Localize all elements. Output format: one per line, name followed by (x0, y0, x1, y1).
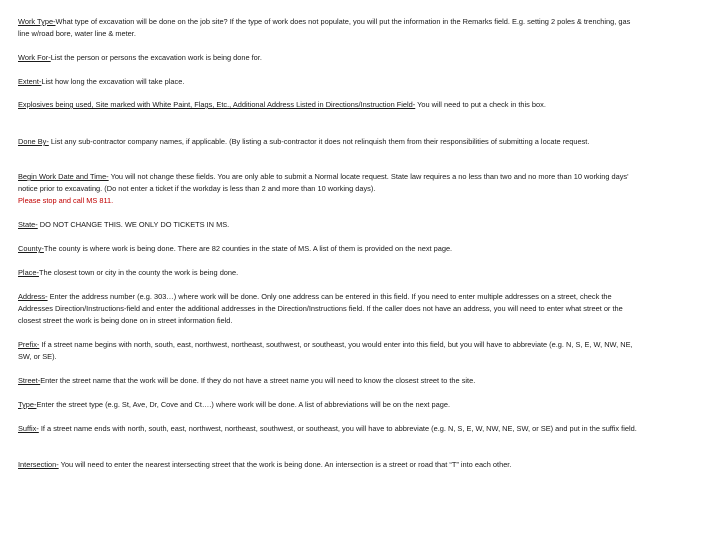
term-explosives: Explosives being used, Site marked with White Paint, Flags, Etc., Additional Address Listed in Directions/Instruction Field- (18, 100, 416, 109)
paragraph-work-type (18, 16, 638, 40)
description-suffix: If a street name ends with north, south, east, northwest, northeast, southwest, or southeast, you will have to abbreviate (e.g. N, S, E, W, NW, NE, SW, or SE) and put in the suffix field. (38, 424, 637, 433)
term-address: Address- (18, 292, 48, 301)
term-street: Street- (18, 376, 41, 385)
term-work-for: Work For- (18, 53, 51, 62)
paragraph-county (18, 243, 638, 255)
description-work-for: List the person or persons the excavation work is being done for. (50, 53, 262, 62)
description-begin-work: You will not change these fields. You are only able to submit a Normal locate request. State law requires a no less than two and no more than 10 working days' notice prior to excavating. (Do not enter a ticket if the workday is less than 2 and more than 10 working days). (18, 172, 629, 193)
term-extent: Extent- (18, 77, 42, 86)
description-state: DO NOT CHANGE THIS. WE ONLY DO TICKETS IN MS. (37, 220, 230, 229)
description-place: The closest town or city in the county the work is being done. (38, 268, 239, 277)
description-prefix: If a street name begins with north, south, east, northwest, northeast, southwest, or southeast, you would enter into this field, but you will have to abbreviate (e.g. N, S, E, W, NW, NE, SW, or SE). (18, 340, 633, 361)
paragraph-intersection (18, 459, 638, 471)
paragraph-extent (18, 76, 638, 88)
term-done-by: Done By- (18, 137, 49, 146)
paragraph-explosives (18, 99, 638, 111)
term-prefix: Prefix- (18, 340, 40, 349)
description-street: Enter the street name that the work will be done. If they do not have a street name you will need to know the closest street to the site. (40, 376, 476, 385)
description-type: Enter the street type (e.g. St, Ave, Dr, Cove and Ct….) where work will be done. A list of abbreviations will be on the next page. (36, 400, 451, 409)
paragraph-suffix (18, 423, 638, 435)
description-intersection: You will need to enter the nearest intersecting street that the work is being done. An intersection is a street or road that “T” into each other. (58, 460, 512, 469)
description-work-type: What type of excavation will be done on the job site? If the type of work does not populate, you will put the information in the Remarks field. E.g. setting 2 poles & trenching, gas line w/road bore, water line & meter. (18, 17, 631, 38)
description-done-by: List any sub-contractor company names, if applicable. (By listing a sub-contractor it does not relinquish them from their responsibilities of submitting a locate request. (48, 137, 590, 146)
term-begin-work: Begin Work Date and Time- (18, 172, 109, 181)
paragraph-begin-work (18, 171, 638, 206)
description-explosives: You will need to put a check in this box. (415, 100, 546, 109)
paragraph-done-by (18, 136, 638, 148)
term-suffix: Suffix- (18, 424, 39, 433)
term-type: Type- (18, 400, 37, 409)
paragraph-prefix (18, 339, 638, 363)
paragraph-place (18, 267, 638, 279)
paragraph-type (18, 399, 638, 411)
call-ms811-notice: Please stop and call MS 811. (18, 195, 114, 205)
description-extent: List how long the excavation will take place. (41, 77, 185, 86)
term-county: County- (18, 244, 44, 253)
term-work-type: Work Type- (18, 17, 56, 26)
term-state: State- (18, 220, 38, 229)
description-address: Enter the address number (e.g. 303…) where work will be done. Only one address can be entered in this field. If you need to enter multiple addresses on a street, check the Addresses Direction/Instructions-field and enter the additional addresses in the Direction/Instructions field. If the caller does not have an address, you will need to enter what street or the closest street the work is being done on in street information field. (18, 292, 623, 325)
description-county: The county is where work is being done. There are 82 counties in the state of MS. A list of them is provided on the next page. (43, 244, 453, 253)
paragraph-address (18, 291, 638, 326)
term-place: Place- (18, 268, 39, 277)
paragraph-work-for (18, 52, 638, 64)
paragraph-state (18, 219, 638, 231)
term-intersection: Intersection- (18, 460, 59, 469)
paragraph-street (18, 375, 638, 387)
